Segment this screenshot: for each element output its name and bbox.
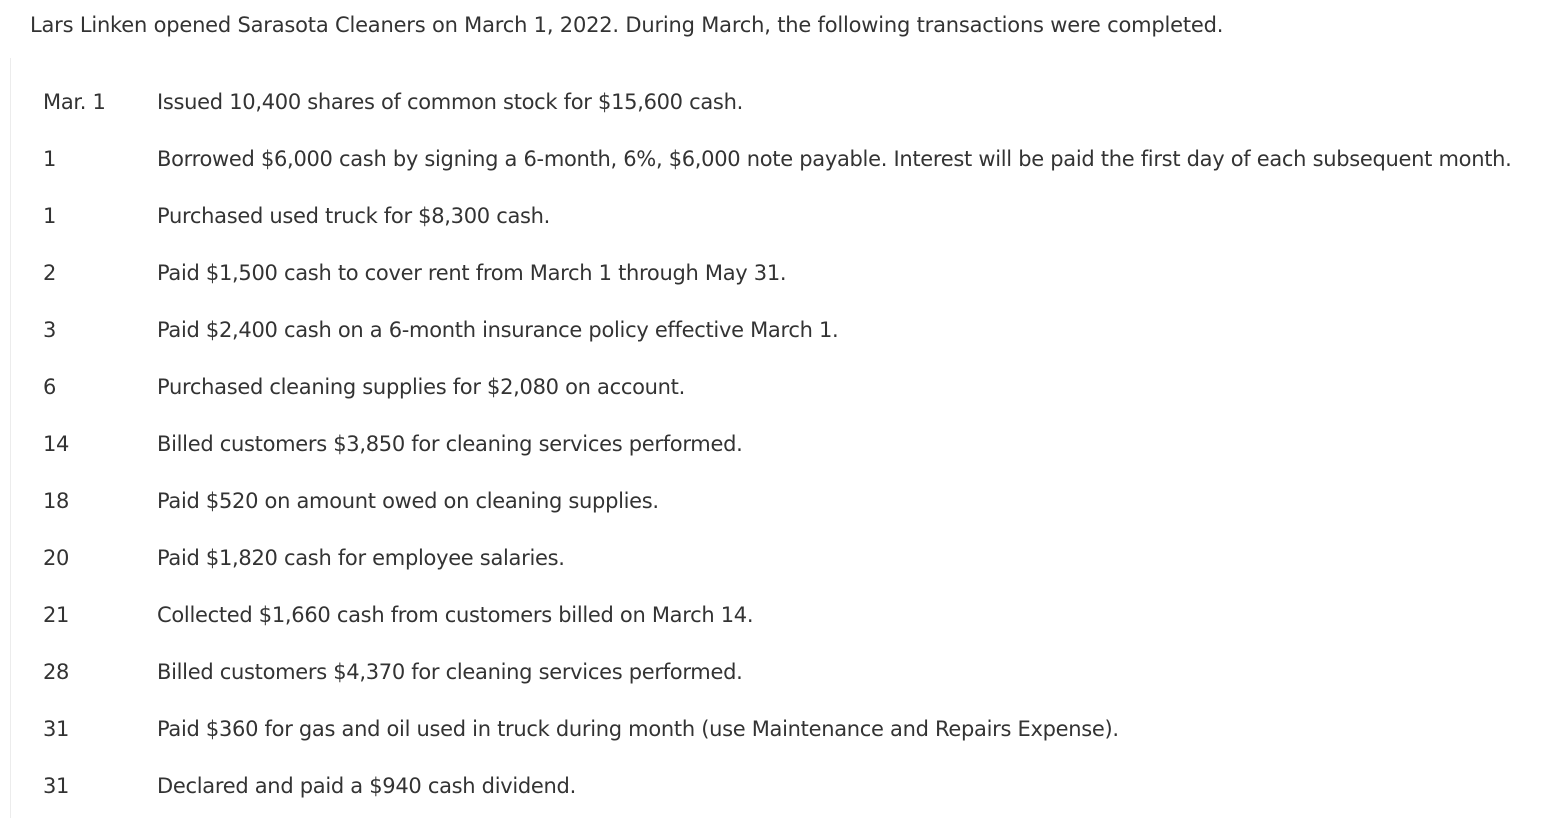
transaction-date: 20 bbox=[43, 546, 70, 570]
transaction-description: Paid $1,500 cash to cover rent from March 1 through May 31. bbox=[157, 261, 787, 285]
transaction-description: Paid $520 on amount owed on cleaning supplies. bbox=[157, 489, 659, 513]
transaction-date: 21 bbox=[43, 603, 70, 627]
transaction-description: Paid $360 for gas and oil used in truck during month (use Maintenance and Repairs Expense). bbox=[157, 717, 1119, 741]
transaction-date: Mar. 1 bbox=[43, 90, 106, 114]
transaction-description: Borrowed $6,000 cash by signing a 6-month, 6%, $6,000 note payable. Interest will be paid the first day of each subsequent month. bbox=[157, 147, 1512, 171]
transaction-description: Purchased cleaning supplies for $2,080 on account. bbox=[157, 375, 685, 399]
transaction-date: 31 bbox=[43, 774, 70, 798]
transaction-date: 14 bbox=[43, 432, 70, 456]
transaction-description: Billed customers $3,850 for cleaning services performed. bbox=[157, 432, 743, 456]
transaction-description: Issued 10,400 shares of common stock for $15,600 cash. bbox=[157, 90, 743, 114]
problem-intro: Lars Linken opened Sarasota Cleaners on March 1, 2022. During March, the following transactions were completed. bbox=[30, 13, 1224, 37]
transaction-date: 18 bbox=[43, 489, 70, 513]
transaction-date: 31 bbox=[43, 717, 70, 741]
transaction-date: 1 bbox=[43, 204, 57, 228]
transaction-description: Billed customers $4,370 for cleaning services performed. bbox=[157, 660, 743, 684]
transaction-description: Declared and paid a $940 cash dividend. bbox=[157, 774, 576, 798]
transaction-date: 1 bbox=[43, 147, 57, 171]
transaction-description: Paid $1,820 cash for employee salaries. bbox=[157, 546, 565, 570]
transaction-description: Purchased used truck for $8,300 cash. bbox=[157, 204, 551, 228]
transaction-date: 2 bbox=[43, 261, 57, 285]
transaction-description: Collected $1,660 cash from customers billed on March 14. bbox=[157, 603, 754, 627]
transaction-date: 3 bbox=[43, 318, 57, 342]
transaction-date: 28 bbox=[43, 660, 70, 684]
transaction-date: 6 bbox=[43, 375, 57, 399]
transaction-description: Paid $2,400 cash on a 6-month insurance policy effective March 1. bbox=[157, 318, 839, 342]
transactions-table bbox=[10, 58, 1563, 818]
